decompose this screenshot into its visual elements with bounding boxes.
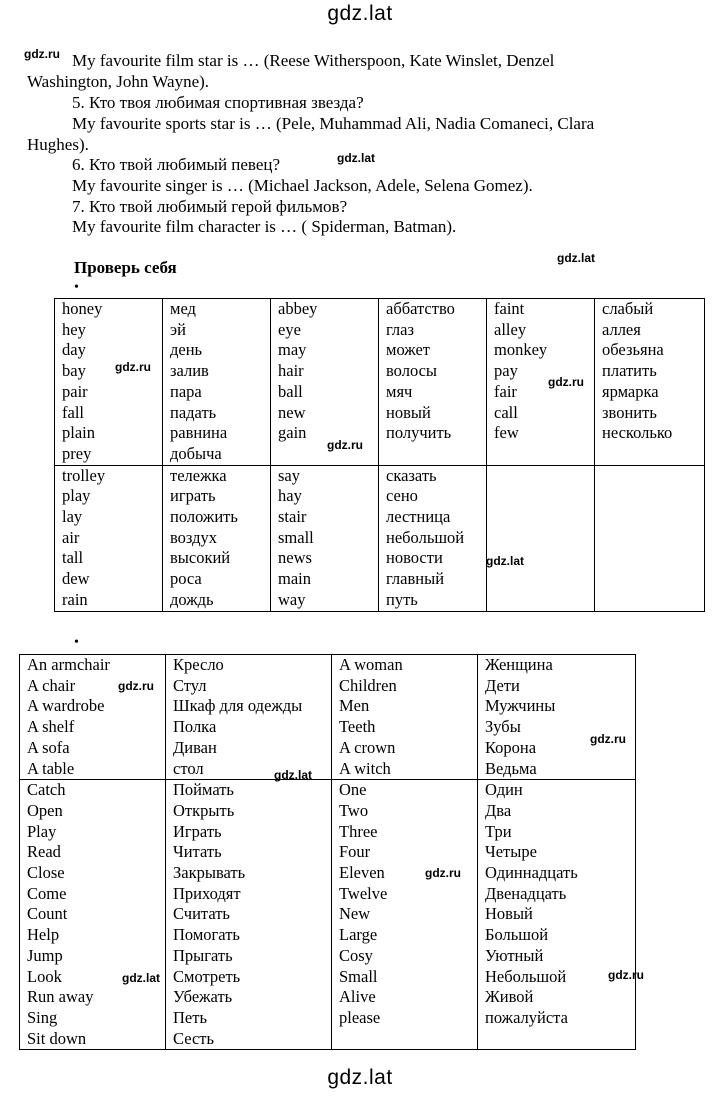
word-entry: Four — [339, 842, 371, 862]
word-entry: сказать — [386, 465, 437, 485]
word-entry: Поймать — [173, 780, 234, 800]
watermark: gdz.ru — [24, 47, 60, 61]
word-entry: Сесть — [173, 1028, 215, 1048]
word-entry: bay — [62, 361, 86, 381]
word-entry: воздух — [170, 527, 218, 547]
word-entry: залив — [170, 361, 209, 381]
table-cell — [332, 780, 478, 1050]
table-cell — [478, 780, 636, 1050]
word-entry: аллея — [602, 319, 641, 339]
section-heading: Проверь себя — [74, 258, 177, 277]
table-cell — [332, 655, 478, 780]
word-entry: Кресло — [173, 655, 224, 674]
word-entry: небольшой — [386, 527, 465, 547]
word-entry: падать — [170, 402, 217, 422]
table-row — [20, 780, 636, 1050]
word-entry: Play — [27, 821, 57, 841]
word-entry: Cosy — [339, 945, 373, 965]
word-entry: A woman — [339, 655, 403, 674]
word-entry: главный — [386, 569, 445, 589]
word-entry: Ведьма — [485, 758, 537, 778]
bullet-marker: • — [74, 635, 79, 650]
word-entry: пара — [170, 381, 202, 401]
watermark: gdz.ru — [590, 732, 626, 746]
word-entry: fair — [494, 381, 517, 401]
word-entry: Close — [27, 863, 65, 883]
word-entry: Четыре — [485, 842, 537, 862]
word-entry: Alive — [339, 987, 376, 1007]
watermark: gdz.ru — [425, 866, 461, 880]
word-entry: дождь — [170, 589, 214, 609]
word-entry: день — [170, 340, 203, 360]
word-entry: Смотреть — [173, 966, 241, 986]
word-entry: может — [386, 340, 430, 360]
word-entry: Twelve — [339, 883, 388, 903]
word-entry: Catch — [27, 780, 66, 800]
word-entry: мед — [170, 299, 196, 318]
word-entry: слабый — [602, 299, 654, 318]
word-entry: A witch — [339, 758, 391, 778]
word-entry: A sofa — [27, 737, 70, 757]
table-cell — [20, 780, 166, 1050]
word-entry: Небольшой — [485, 966, 567, 986]
word-entry: Женщина — [485, 655, 553, 674]
table-cell — [20, 655, 166, 780]
word-entry: Sit down — [27, 1028, 87, 1048]
watermark: gdz.ru — [115, 360, 151, 374]
table-cell — [595, 465, 705, 611]
word-entry: Jump — [27, 945, 63, 965]
word-entry: тележка — [170, 465, 227, 485]
vocabulary-table-2 — [19, 654, 636, 1050]
vocabulary-table-1 — [54, 298, 705, 612]
word-entry: stair — [278, 507, 307, 527]
watermark: gdz.ru — [327, 438, 363, 452]
word-entry: few — [494, 423, 519, 443]
word-entry: Мужчины — [485, 696, 556, 716]
table-cell — [379, 465, 487, 611]
word-entry: Help — [27, 925, 60, 945]
site-footer: gdz.lat — [327, 1066, 393, 1089]
vocabulary-table-2-body — [20, 655, 636, 1050]
word-entry: мяч — [386, 381, 413, 401]
word-entry: A wardrobe — [27, 696, 105, 716]
word-entry: ball — [278, 381, 303, 401]
word-entry: лестница — [386, 507, 451, 527]
word-entry: air — [62, 527, 80, 547]
word-entry: стол — [173, 758, 204, 778]
word-entry: Убежать — [173, 987, 233, 1007]
word-entry: роса — [170, 569, 202, 589]
word-entry: Открыть — [173, 800, 235, 820]
word-entry: пожалуйста — [485, 1007, 568, 1027]
word-entry: Корона — [485, 737, 537, 757]
word-entry: abbey — [278, 299, 318, 318]
word-entry: Двенадцать — [485, 883, 567, 903]
word-entry: Закрывать — [173, 863, 246, 883]
word-entry: Играть — [173, 821, 222, 841]
table-cell — [487, 465, 595, 611]
word-entry: play — [62, 486, 91, 506]
word-entry: new — [278, 402, 306, 422]
table-cell — [55, 299, 163, 466]
word-entry: Children — [339, 675, 397, 695]
word-entry: эй — [170, 319, 186, 339]
paragraph-line: 6. Кто твой любимый певец? — [72, 155, 281, 174]
word-entry: hay — [278, 486, 302, 506]
table-row — [55, 465, 705, 611]
word-entry: A crown — [339, 737, 396, 757]
word-entry: Run away — [27, 987, 94, 1007]
word-entry: trolley — [62, 465, 106, 485]
word-entry: звонить — [602, 402, 657, 422]
table-row — [20, 655, 636, 780]
word-entry: Новый — [485, 904, 533, 924]
word-entry: eye — [278, 319, 301, 339]
word-entry: Полка — [173, 717, 217, 737]
word-entry: равнина — [170, 423, 228, 443]
table-cell — [166, 655, 332, 780]
word-entry: please — [339, 1007, 381, 1027]
word-entry: Look — [27, 966, 62, 986]
word-entry: alley — [494, 319, 527, 339]
table-cell — [595, 299, 705, 466]
word-entry: Три — [485, 821, 512, 841]
word-entry: Одиннадцать — [485, 863, 578, 883]
word-entry: Sing — [27, 1007, 58, 1027]
word-entry: новости — [386, 548, 443, 568]
word-entry: lay — [62, 507, 83, 527]
paragraph-line: 7. Кто твой любимый герой фильмов? — [72, 197, 348, 216]
word-entry: Прыгать — [173, 945, 233, 965]
word-entry: faint — [494, 299, 525, 318]
word-entry: путь — [386, 589, 418, 609]
word-entry: One — [339, 780, 367, 800]
word-entry: rain — [62, 589, 88, 609]
word-entry: day — [62, 340, 86, 360]
word-entry: fall — [62, 402, 84, 422]
word-entry: dew — [62, 569, 90, 589]
watermark: gdz.lat — [274, 768, 312, 782]
word-entry: news — [278, 548, 312, 568]
paragraph-line: 5. Кто твоя любимая спортивная звезда? — [72, 93, 364, 112]
word-entry: Большой — [485, 925, 549, 945]
word-entry: Шкаф для одежды — [173, 696, 303, 716]
word-entry: играть — [170, 486, 216, 506]
site-header: gdz.lat — [327, 2, 393, 25]
word-entry: say — [278, 465, 300, 485]
watermark: gdz.lat — [122, 971, 160, 985]
word-entry: платить — [602, 361, 657, 381]
word-entry: Петь — [173, 1007, 207, 1027]
word-entry: tall — [62, 548, 84, 568]
word-entry: Three — [339, 821, 378, 841]
paragraph-line: Washington, John Wayne). — [27, 72, 210, 91]
word-entry: prey — [62, 443, 92, 463]
word-entry: ярмарка — [602, 381, 659, 401]
word-entry: may — [278, 340, 307, 360]
table-cell — [478, 655, 636, 780]
paragraph-line: Hughes). — [27, 135, 89, 154]
word-entry: Живой — [485, 987, 534, 1007]
word-entry: gain — [278, 423, 307, 443]
word-entry: A table — [27, 758, 75, 778]
table-cell — [379, 299, 487, 466]
word-entry: way — [278, 589, 306, 609]
word-entry: Считать — [173, 904, 230, 924]
word-entry: Large — [339, 925, 378, 945]
bullet-marker: • — [74, 280, 79, 295]
watermark: gdz.ru — [118, 679, 154, 693]
word-entry: Два — [485, 800, 512, 820]
word-entry: Men — [339, 696, 370, 716]
paragraph-line: My favourite film star is … (Reese Witherspoon, Kate Winslet, Denzel — [72, 51, 555, 70]
table-cell — [163, 299, 271, 466]
word-entry: Приходят — [173, 883, 241, 903]
word-entry: Диван — [173, 737, 217, 757]
word-entry: plain — [62, 423, 95, 443]
word-entry: Open — [27, 800, 63, 820]
table-cell — [271, 465, 379, 611]
watermark: gdz.lat — [486, 554, 524, 568]
paragraph-line: My favourite sports star is … (Pele, Muhammad Ali, Nadia Comaneci, Clara — [72, 114, 595, 133]
word-entry: Count — [27, 904, 68, 924]
word-entry: Стул — [173, 675, 207, 695]
word-entry: Two — [339, 800, 369, 820]
word-entry: Small — [339, 966, 378, 986]
word-entry: Teeth — [339, 717, 376, 737]
word-entry: small — [278, 527, 314, 547]
word-entry: получить — [386, 423, 452, 443]
word-entry: глаз — [386, 319, 415, 339]
table-row — [55, 299, 705, 466]
word-entry: main — [278, 569, 311, 589]
word-entry: обезьяна — [602, 340, 664, 360]
word-entry: Read — [27, 842, 61, 862]
word-entry: Один — [485, 780, 523, 800]
word-entry: аббатство — [386, 299, 455, 318]
word-entry: hair — [278, 361, 304, 381]
word-entry: Дети — [485, 675, 520, 695]
word-entry: A chair — [27, 675, 76, 695]
word-entry: call — [494, 402, 518, 422]
word-entry: несколько — [602, 423, 673, 443]
watermark: gdz.lat — [557, 251, 595, 265]
word-entry: New — [339, 904, 371, 924]
word-entry: pay — [494, 361, 518, 381]
word-entry: сено — [386, 486, 418, 506]
word-entry: honey — [62, 299, 103, 318]
word-entry: высокий — [170, 548, 231, 568]
table-cell — [166, 780, 332, 1050]
word-entry: Читать — [173, 842, 222, 862]
word-entry: Помогать — [173, 925, 240, 945]
watermark: gdz.ru — [608, 968, 644, 982]
table-cell — [163, 465, 271, 611]
word-entry: pair — [62, 381, 88, 401]
word-entry: Come — [27, 883, 67, 903]
table-cell — [55, 465, 163, 611]
watermark: gdz.ru — [548, 375, 584, 389]
paragraph-line: My favourite singer is … (Michael Jackson, Adele, Selena Gomez). — [72, 176, 533, 195]
paragraph-line: My favourite film character is … ( Spiderman, Batman). — [72, 217, 457, 236]
vocabulary-table-1-body — [55, 299, 705, 612]
word-entry: Зубы — [485, 717, 521, 737]
word-entry: hey — [62, 319, 86, 339]
word-entry: Уютный — [485, 945, 544, 965]
word-entry: Eleven — [339, 863, 385, 883]
word-entry: добыча — [170, 443, 222, 463]
word-entry: положить — [170, 507, 238, 527]
watermark: gdz.lat — [337, 151, 375, 165]
word-entry: волосы — [386, 361, 438, 381]
word-entry: новый — [386, 402, 431, 422]
word-entry: monkey — [494, 340, 548, 360]
word-entry: A shelf — [27, 717, 75, 737]
word-entry: An armchair — [27, 655, 110, 674]
